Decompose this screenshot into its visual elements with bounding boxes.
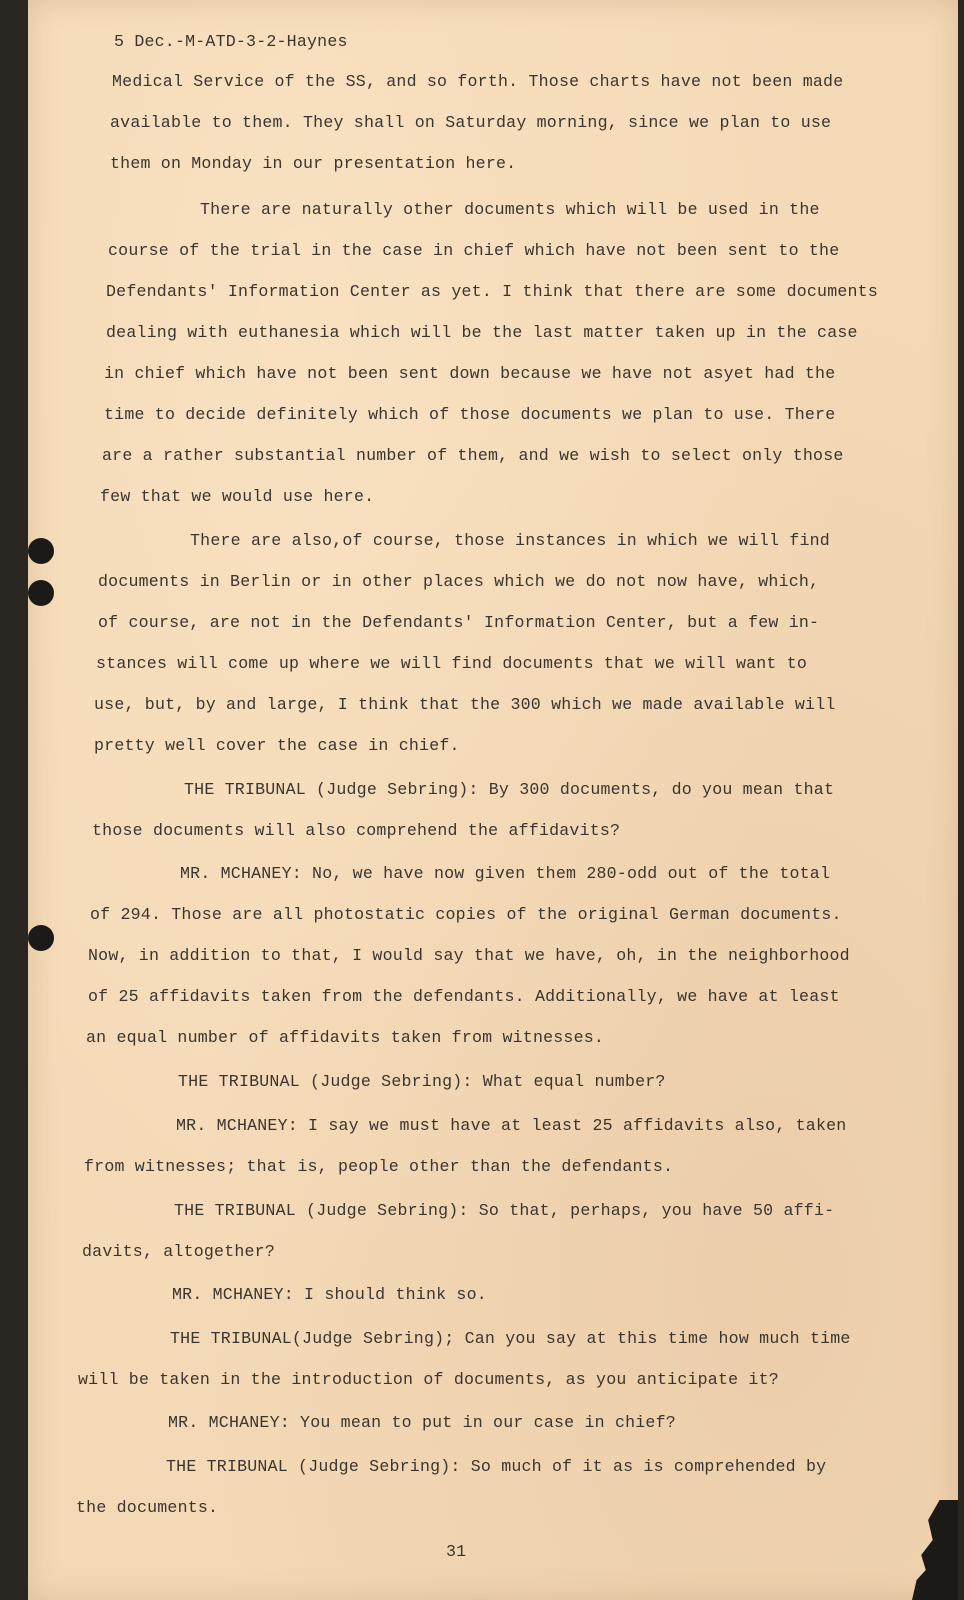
tribunal-question: THE TRIBUNAL (Judge Sebring): By 300 documents, do you mean that bbox=[184, 780, 835, 799]
mchaney-answer: MR. MCHANEY: No, we have now given them 280-odd out of the total bbox=[180, 864, 831, 883]
paragraph-3-line: of course, are not in the Defendants' Information Center, but a few in- bbox=[98, 613, 820, 632]
mchaney-answer: MR. MCHANEY: You mean to put in our case in chief? bbox=[168, 1413, 676, 1432]
paragraph-1-line: available to them. They shall on Saturday morning, since we plan to use bbox=[110, 113, 832, 132]
punch-hole bbox=[28, 580, 54, 606]
paragraph-2-line: course of the trial in the case in chief which have not been sent to the bbox=[108, 241, 840, 260]
paragraph-1-line: Medical Service of the SS, and so forth. Those charts have not been made bbox=[112, 72, 844, 91]
paragraph-2-line: There are naturally other documents which will be used in the bbox=[200, 200, 820, 219]
mchaney-answer: of 25 affidavits taken from the defendants. Additionally, we have at least bbox=[88, 987, 840, 1006]
punch-hole bbox=[28, 925, 54, 951]
paragraph-2-line: are a rather substantial number of them, and we wish to select only those bbox=[102, 446, 844, 465]
tribunal-question: THE TRIBUNAL(Judge Sebring); Can you say at this time how much time bbox=[170, 1329, 851, 1348]
punch-hole bbox=[28, 538, 54, 564]
paragraph-3-line: documents in Berlin or in other places which we do not now have, which, bbox=[98, 572, 820, 591]
mchaney-answer: MR. MCHANEY: I say we must have at least 25 affidavits also, taken bbox=[176, 1116, 847, 1135]
paragraph-3-line: use, but, by and large, I think that the 300 which we made available will bbox=[94, 695, 836, 714]
mchaney-answer: Now, in addition to that, I would say that we have, oh, in the neighborhood bbox=[88, 946, 850, 965]
mchaney-answer: from witnesses; that is, people other than the defendants. bbox=[84, 1157, 674, 1176]
paragraph-3-line: pretty well cover the case in chief. bbox=[94, 736, 460, 755]
tribunal-question: THE TRIBUNAL (Judge Sebring): What equal number? bbox=[178, 1072, 666, 1091]
paragraph-2-line: few that we would use here. bbox=[100, 487, 375, 506]
tribunal-question: will be taken in the introduction of documents, as you anticipate it? bbox=[78, 1370, 779, 1389]
mchaney-answer: an equal number of affidavits taken from witnesses. bbox=[86, 1028, 605, 1047]
tribunal-question: THE TRIBUNAL (Judge Sebring): So much of it as is comprehended by bbox=[166, 1457, 827, 1476]
tribunal-question: those documents will also comprehend the affidavits? bbox=[92, 821, 621, 840]
paragraph-3-line: stances will come up where we will find documents that we will want to bbox=[96, 654, 808, 673]
tribunal-question: the documents. bbox=[76, 1498, 219, 1517]
paragraph-2-line: time to decide definitely which of those documents we plan to use. There bbox=[104, 405, 836, 424]
page-number: 31 bbox=[446, 1542, 467, 1561]
paragraph-2-line: Defendants' Information Center as yet. I think that there are some documents bbox=[106, 282, 878, 301]
page-header: 5 Dec.-M-ATD-3-2-Haynes bbox=[114, 32, 348, 51]
tribunal-question: THE TRIBUNAL (Judge Sebring): So that, perhaps, you have 50 affi- bbox=[174, 1201, 835, 1220]
mchaney-answer: of 294. Those are all photostatic copies of the original German documents. bbox=[90, 905, 842, 924]
document-page bbox=[28, 0, 958, 1600]
mchaney-answer: MR. MCHANEY: I should think so. bbox=[172, 1285, 487, 1304]
paragraph-1-line: them on Monday in our presentation here. bbox=[110, 154, 517, 173]
tribunal-question: davits, altogether? bbox=[82, 1242, 275, 1261]
torn-corner bbox=[912, 1500, 958, 1600]
paragraph-2-line: dealing with euthanesia which will be the last matter taken up in the case bbox=[106, 323, 858, 342]
paragraph-2-line: in chief which have not been sent down because we have not asyet had the bbox=[104, 364, 836, 383]
paragraph-3-line: There are also,of course, those instances in which we will find bbox=[190, 531, 830, 550]
